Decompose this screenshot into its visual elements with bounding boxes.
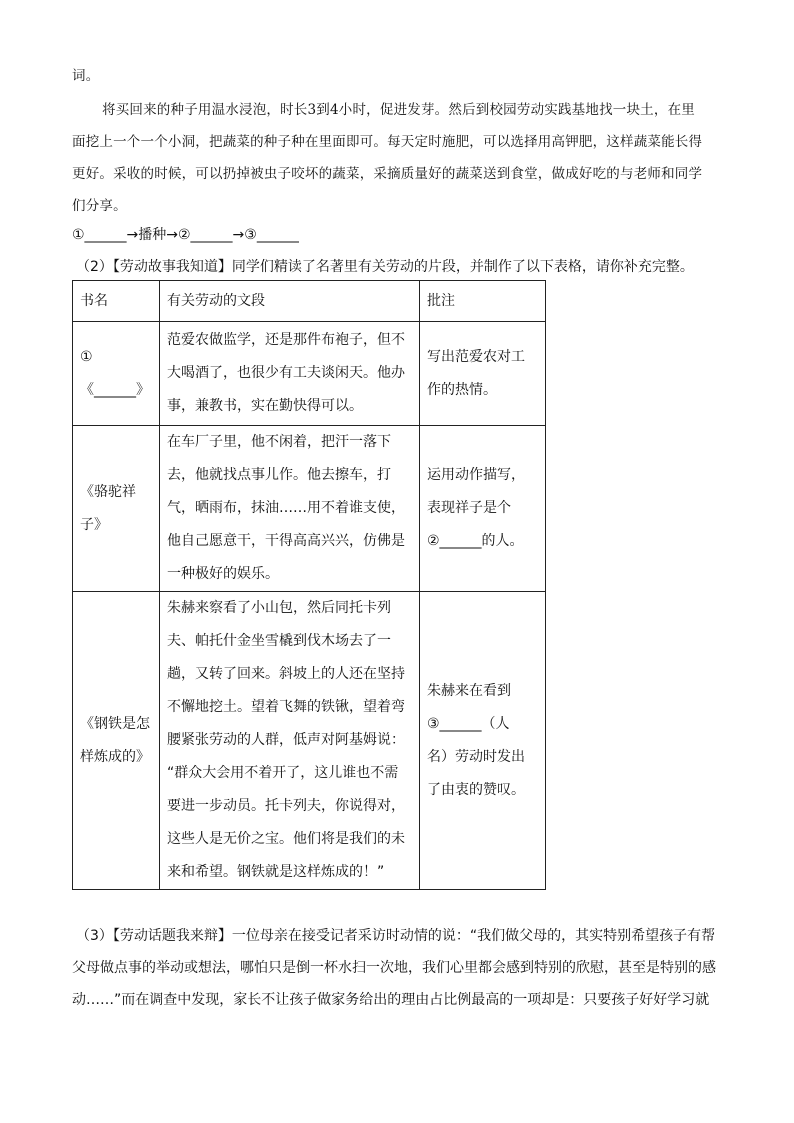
note-cell [420,426,546,592]
intro-line-0: 词。 [72,68,100,84]
question-3-line: （3）【劳动话题我来辩】一位母亲在接受记者采访时动情的说：“我们做父母的，其实特别希望孩子有帮 [76,928,716,944]
fill-blank-sequence: ①______→播种→②______→③______ [72,227,299,243]
book-title-line: 《______》 [80,381,150,398]
book-title-line: 子》 [80,516,108,533]
book-title-line: 《骆驼祥 [80,483,136,500]
intro-para-line: 面挖上一个一个小洞，把蔬菜的种子种在里面即可。每天定时施肥，可以选择用高钾肥，这样蔬菜能长得 [72,134,703,150]
table-row [73,322,546,426]
table-header-row [73,281,546,322]
passage-line: 朱赫来察看了小山包，然后同托卡列 [167,600,391,616]
passage-line: 腰紧张劳动的人群，低声对阿基姆说： [167,732,405,748]
table-header-cell: 批注 [420,281,546,322]
note-cell [420,592,546,890]
note-line: 写出范爱农对工 [427,348,525,365]
note-line: 表现祥子是个 [427,500,511,516]
passage-line: 一种极好的娱乐。 [167,566,279,582]
question-3-line: 父母做点事的举动或想法，哪怕只是倒一杯水扫一次地，我们心里都会感到特别的欣慰，甚至是特别的感 [72,960,716,976]
note-line: 了由衷的赞叹。 [427,781,525,798]
passage-line: 要进一步动员。托卡列夫，你说得对， [167,798,405,814]
book-title-line: ① [80,348,93,365]
passage-line: 这些人是无价之宝。他们将是我们的未 [167,831,405,847]
passage-line: 不懈地挖土。望着飞舞的铁锹，望着弯 [167,699,405,715]
labor-books-table [72,280,546,890]
intro-para-line: 更好。采收的时候，可以扔掉被虫子咬坏的蔬菜，采摘质量好的蔬菜送到食堂，做成好吃的与老师和同学 [72,166,703,182]
question-3-line: 动……”而在调查中发现，家长不让孩子做家务给出的理由占比例最高的一项却是：只要孩子好好学习就 [72,992,710,1008]
table-header-cell: 有关劳动的文段 [160,281,420,322]
passage-line: 他自己愿意干，干得高高兴兴，仿佛是 [167,533,405,549]
passage-line: 趟，又转了回来。斜坡上的人还在坚持 [167,666,405,682]
note-line: 名）劳动时发出 [427,748,525,765]
note-line: 运用动作描写， [427,467,525,483]
passage-line: 大喝酒了，也很少有工夫谈闲天。他办 [167,365,405,381]
note-line: ③______（人 [427,715,510,732]
passage-line: 范爱农做监学，还是那件布袍子，但不 [167,332,405,348]
passage-cell [160,426,420,592]
table-row [73,592,546,890]
book-title-cell [73,592,160,890]
note-line: ②______的人。 [427,533,524,549]
passage-line: “群众大会用不着开了，这儿谁也不需 [167,765,399,781]
note-cell [420,322,546,426]
intro-para-line: 将买回来的种子用温水浸泡，时长3到4小时，促进发芽。然后到校园劳动实践基地找一块土，在里 [102,102,695,118]
table-row [73,426,546,592]
passage-line: 来和希望。钢铁就是这样炼成的！” [167,864,385,880]
book-title-line: 样炼成的》 [80,748,150,765]
passage-line: 去，他就找点事儿作。他去擦车，打 [167,467,391,483]
passage-line: 在车厂子里，他不闲着，把汗一落下 [167,434,391,450]
intro-para-line: 们分享。 [72,198,127,214]
passage-line: 夫、帕托什金坐雪橇到伐木场去了一 [167,633,391,649]
passage-line: 气，晒雨布，抹油……用不着谁支使， [167,500,405,516]
passage-cell [160,322,420,426]
book-title-cell [73,426,160,592]
book-title-cell [73,322,160,426]
question-2-label: （2）【劳动故事我知道】同学们精读了名著里有关劳动的片段，并制作了以下表格，请你补充完整。 [76,259,694,275]
passage-line: 事，兼教书，实在勤快得可以。 [167,398,363,414]
note-line: 朱赫来在看到 [427,682,511,699]
table-header-cell: 书名 [73,281,160,322]
passage-cell [160,592,420,890]
book-title-line: 《钢铁是怎 [80,715,150,732]
note-line: 作的热情。 [427,381,497,398]
